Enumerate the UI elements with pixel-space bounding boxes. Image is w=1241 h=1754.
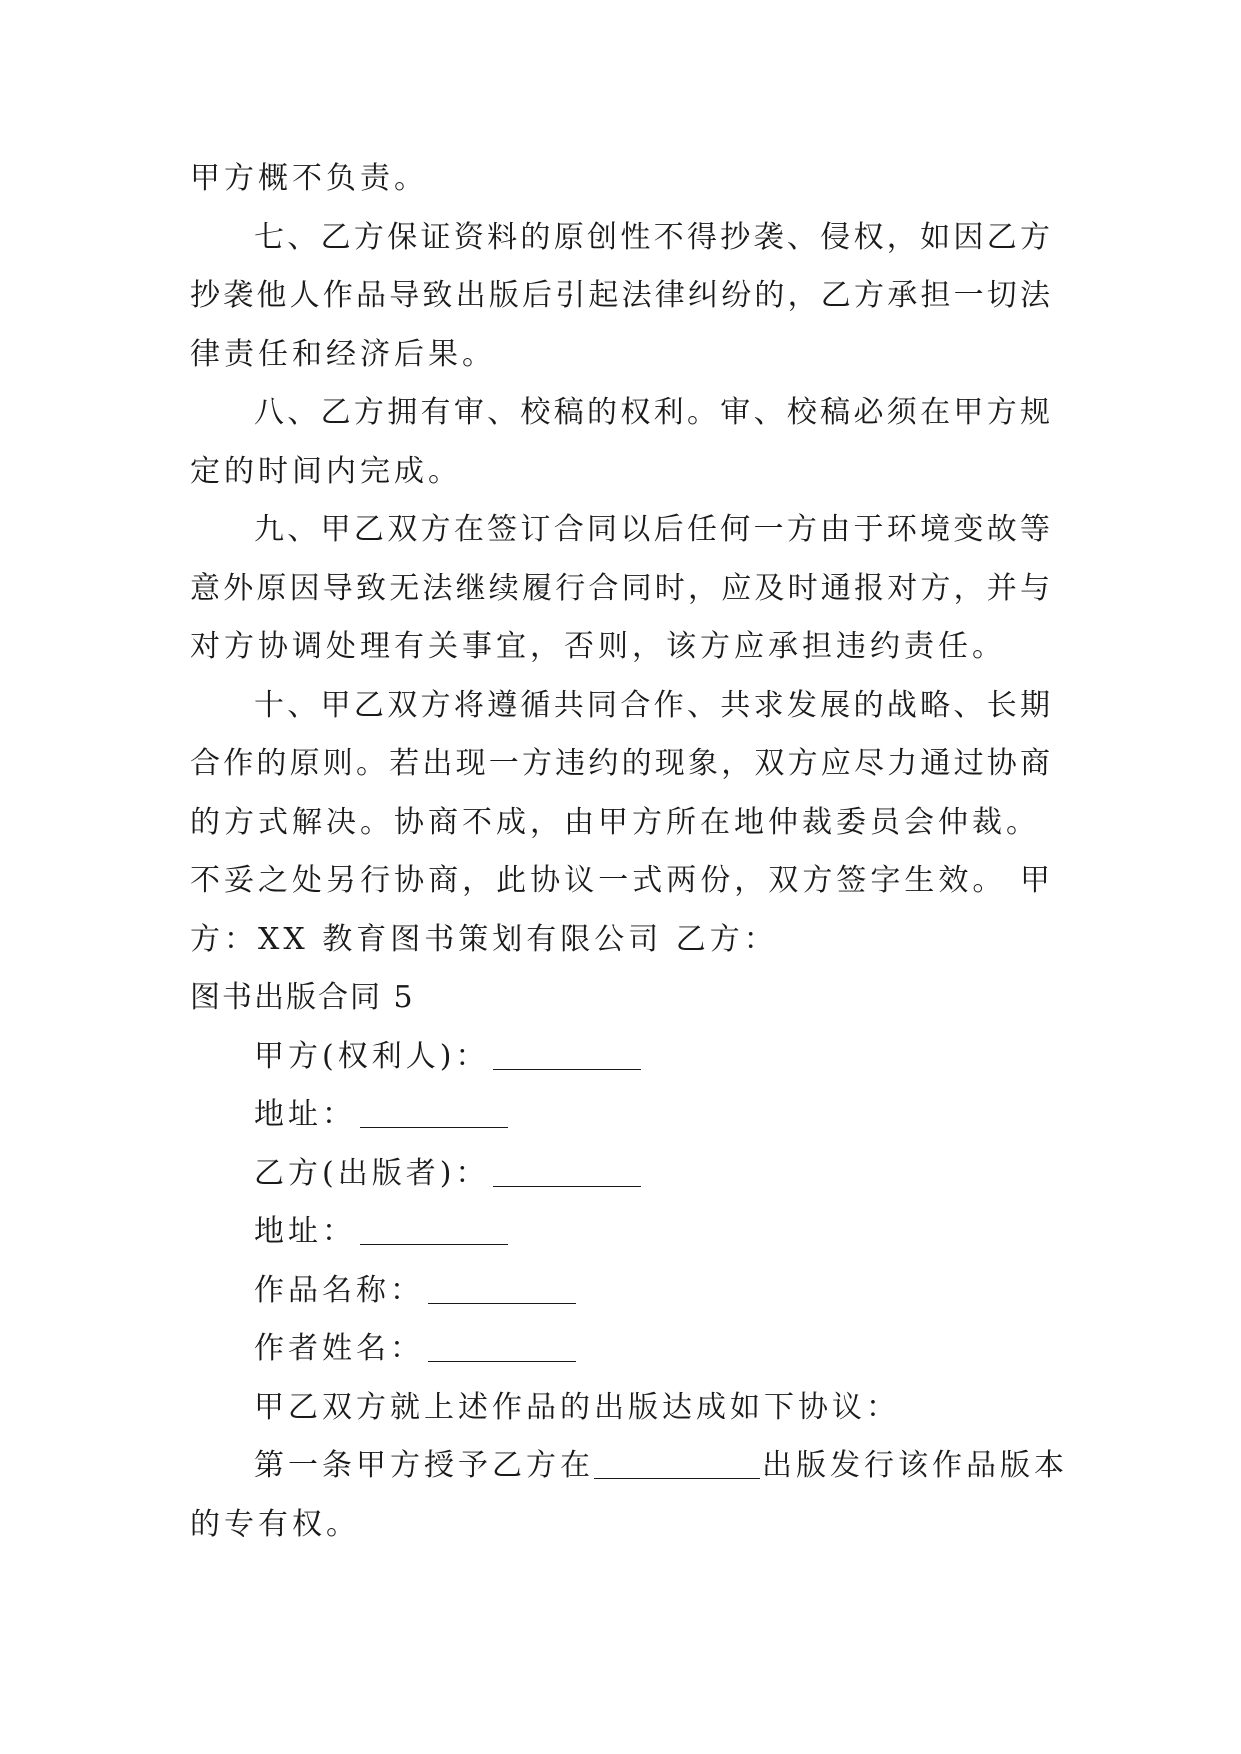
author-name-field — [190, 1320, 1050, 1379]
work-title-label: 作品名称： — [254, 1272, 424, 1308]
agreement-intro: 甲乙双方就上述作品的出版达成如下协议： — [254, 1389, 900, 1425]
party-a-address-blank[interactable] — [360, 1099, 508, 1128]
article-one-region-blank[interactable] — [594, 1450, 760, 1479]
article-one-before-blank: 第一条甲方授予乙方在 — [254, 1448, 594, 1483]
article-one-line-1 — [190, 1437, 1068, 1496]
party-b-blank[interactable] — [493, 1158, 641, 1187]
clause-ten-line-1: 十、甲乙双方将遵循共同合作、共求发展的战略、长期 — [254, 687, 1050, 723]
party-a-blank[interactable] — [493, 1041, 641, 1070]
article-one-line-2: 的专有权。 — [190, 1506, 360, 1542]
contract-heading: 图书出版合同 5 — [190, 980, 415, 1015]
clause-nine-line-2: 意外原因导致无法继续履行合同时，应及时通报对方，并与 — [190, 570, 1050, 606]
party-b-address-blank[interactable] — [360, 1216, 508, 1245]
text-line-1: 甲方概不负责。 — [190, 161, 428, 196]
party-a-label: 甲方(权利人)： — [254, 1038, 490, 1074]
party-b-address-field — [190, 1203, 1050, 1262]
party-b-address-label: 地址： — [254, 1214, 356, 1249]
work-title-blank[interactable] — [428, 1275, 576, 1304]
author-name-blank[interactable] — [428, 1333, 576, 1362]
clause-eight-line-2: 定的时间内完成。 — [190, 453, 462, 489]
closing-line-1: 不妥之处另行协商，此协议一式两份，双方签字生效。 甲 — [190, 863, 1050, 898]
party-b-field — [190, 1145, 1050, 1204]
clause-nine-line-1: 九、甲乙双方在签订合同以后任何一方由于环境变故等 — [254, 512, 1050, 547]
clause-seven-line-3: 律责任和经济后果。 — [190, 336, 496, 372]
party-a-address-field — [190, 1086, 1050, 1145]
closing-line-2: 方：XX 教育图书策划有限公司 乙方： — [190, 921, 778, 957]
document-body — [190, 150, 1068, 1554]
author-name-label: 作者姓名： — [254, 1331, 424, 1366]
party-a-address-label: 地址： — [254, 1097, 356, 1132]
work-title-field — [190, 1262, 1050, 1321]
clause-nine-line-3: 对方协调处理有关事宜，否则，该方应承担违约责任。 — [190, 629, 1006, 664]
article-one-after-blank: 出版发行该作品版本 — [762, 1448, 1068, 1483]
clause-eight-line-1: 八、乙方拥有审、校稿的权利。审、校稿必须在甲方规 — [254, 395, 1050, 430]
clause-ten-line-2: 合作的原则。若出现一方违约的现象，双方应尽力通过协商 — [190, 746, 1050, 781]
party-a-field — [190, 1028, 1050, 1087]
clause-seven-line-1: 七、乙方保证资料的原创性不得抄袭、侵权，如因乙方 — [254, 219, 1050, 255]
clause-ten-line-3: 的方式解决。协商不成，由甲方所在地仲裁委员会仲裁。 — [190, 804, 1040, 840]
party-b-label: 乙方(出版者)： — [254, 1155, 490, 1191]
clause-seven-line-2: 抄袭他人作品导致出版后引起法律纠纷的，乙方承担一切法 — [190, 278, 1050, 313]
